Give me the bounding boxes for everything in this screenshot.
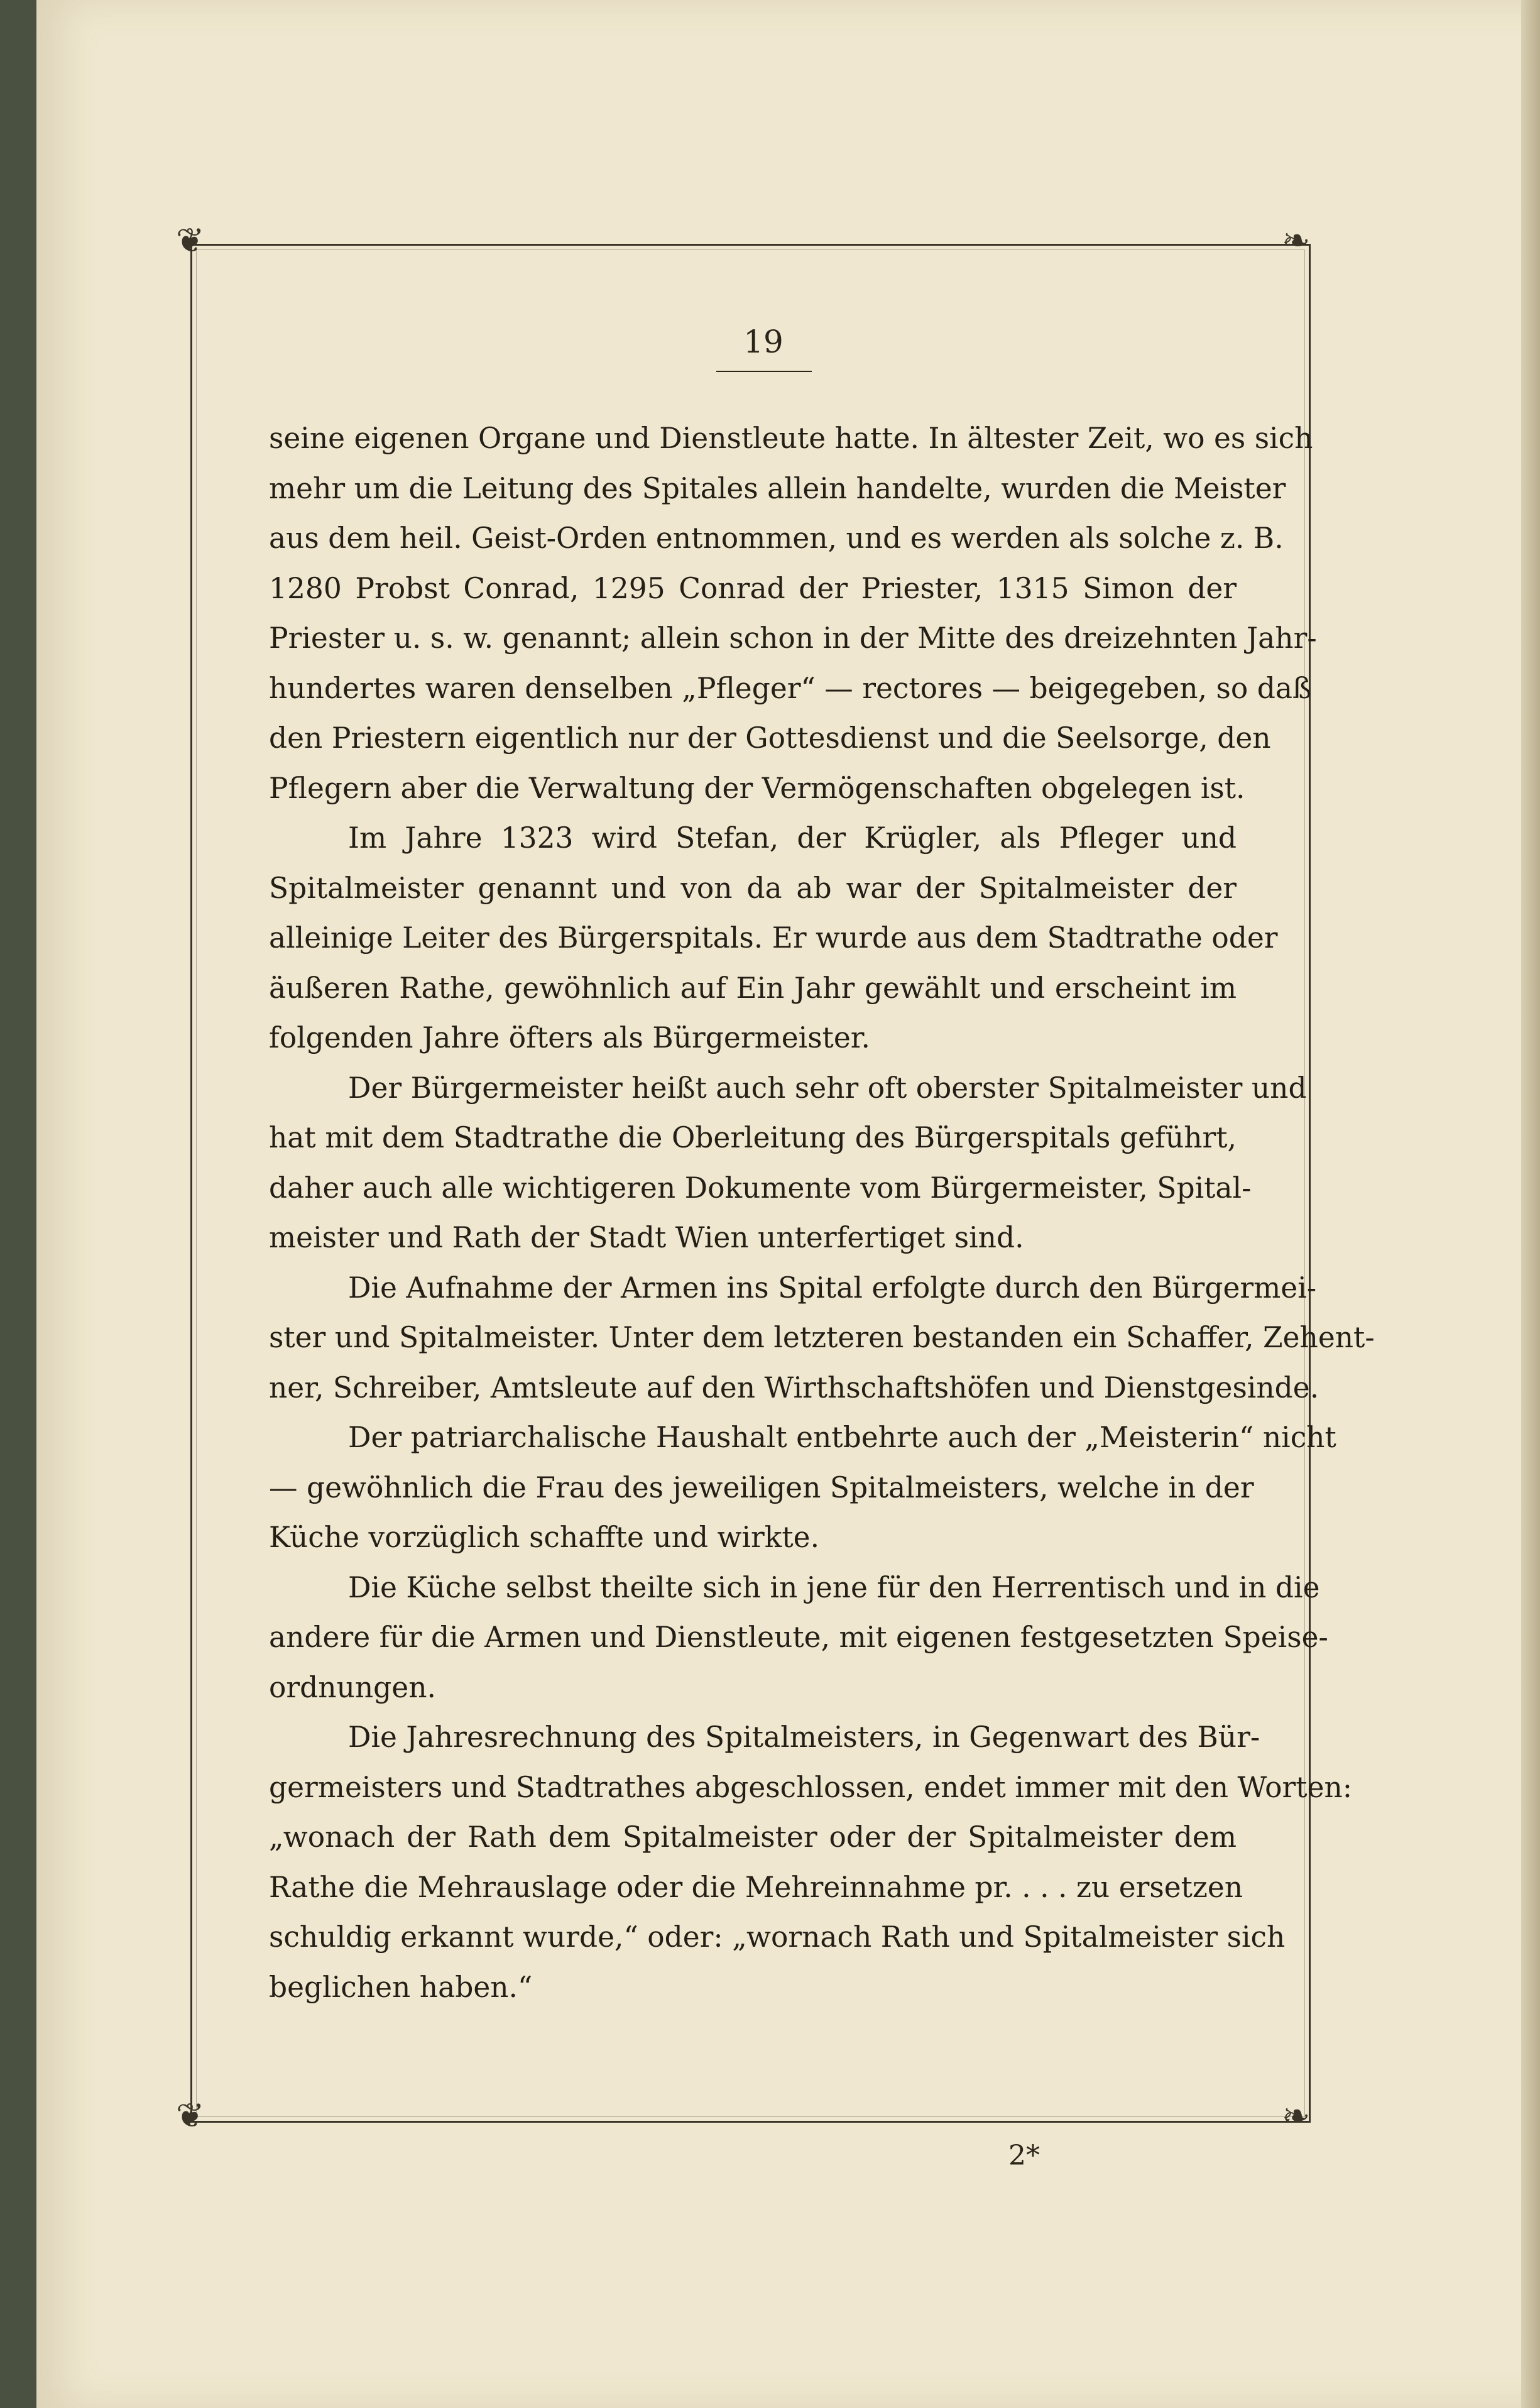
text-line: Die Küche selbst theilte sich in jene für den Herrentisch und in die	[348, 1570, 1320, 1604]
text-line: andere für die Armen und Dienstleute, mit eigenen festgesetzten Speise-	[269, 1621, 1328, 1654]
text-line: Pflegern aber die Verwaltung der Vermögenschaften obgelegen ist.	[269, 771, 1245, 805]
corner-ornament-icon: ❦	[176, 221, 205, 260]
text-line: Spitalmeister genannt und von da ab war der Spitalmeister der	[269, 871, 1237, 905]
text-line: den Priestern eigentlich nur der Gottesdienst und die Seelsorge, den	[269, 721, 1271, 755]
text-line: ster und Spitalmeister. Unter dem letzteren bestanden ein Schaffer, Zehent-	[269, 1321, 1375, 1354]
text-line: äußeren Rathe, gewöhnlich auf Ein Jahr gewählt und erscheint im	[269, 971, 1237, 1005]
corner-ornament-icon: ❧	[1282, 2096, 1311, 2135]
text-line: seine eigenen Organe und Dienstleute hatte. In ältester Zeit, wo es sich	[269, 422, 1313, 455]
text-line: Die Jahresrechnung des Spitalmeisters, in Gegenwart des Bür-	[348, 1721, 1260, 1754]
text-line: Küche vorzüglich schaffte und wirkte.	[269, 1521, 820, 1554]
text-line: hundertes waren denselben „Pfleger“ — rectores — beigegeben, so daß	[269, 671, 1312, 705]
corner-ornament-icon: ❦	[176, 2096, 205, 2135]
text-line: 1280 Probst Conrad, 1295 Conrad der Priester, 1315 Simon der	[269, 571, 1237, 605]
page-number-rule	[716, 371, 812, 372]
signature-mark: 2*	[1008, 2140, 1040, 2172]
text-line: meister und Rath der Stadt Wien unterfertiget sind.	[269, 1221, 1024, 1254]
page-edge	[1521, 0, 1540, 2408]
corner-ornament-icon: ❧	[1282, 221, 1311, 260]
text-line: Im Jahre 1323 wird Stefan, der Krügler, als Pfleger und	[348, 821, 1237, 855]
text-line: germeisters und Stadtrathes abgeschlossen, endet immer mit den Worten:	[269, 1770, 1353, 1804]
text-line: Der Bürgermeister heißt auch sehr oft oberster Spitalmeister und	[348, 1071, 1307, 1105]
text-line: ordnungen.	[269, 1670, 437, 1704]
text-line: — gewöhnlich die Frau des jeweiligen Spitalmeisters, welche in der	[269, 1470, 1254, 1504]
text-line: mehr um die Leitung des Spitales allein handelte, wurden die Meister	[269, 471, 1286, 505]
text-line: Der patriarchalische Haushalt entbehrte auch der „Meisterin“ nicht	[348, 1421, 1336, 1454]
text-line: ner, Schreiber, Amtsleute auf den Wirthschaftshöfen und Dienstgesinde.	[269, 1371, 1319, 1404]
text-line: Rathe die Mehrauslage oder die Mehreinnahme pr. . . . zu ersetzen	[269, 1870, 1243, 1904]
text-line: beglichen haben.“	[269, 1970, 533, 2004]
text-line: alleinige Leiter des Bürgerspitals. Er wurde aus dem Stadtrathe oder	[269, 921, 1278, 955]
text-line: Priester u. s. w. genannt; allein schon in der Mitte des dreizehnten Jahr-	[269, 621, 1317, 655]
text-line: Die Aufnahme der Armen ins Spital erfolgte durch den Bürgermei-	[348, 1271, 1317, 1305]
text-line: aus dem heil. Geist-Orden entnommen, und es werden als solche z. B.	[269, 522, 1284, 555]
page-number: 19	[743, 324, 784, 360]
text-line: schuldig erkannt wurde,“ oder: „wornach Rath und Spitalmeister sich	[269, 1920, 1286, 1954]
text-line: hat mit dem Stadtrathe die Oberleitung des Bürgerspitals geführt,	[269, 1121, 1237, 1154]
text-line: folgenden Jahre öfters als Bürgermeister.	[269, 1021, 870, 1054]
body-text	[269, 413, 1375, 2012]
text-line: daher auch alle wichtigeren Dokumente vom Bürgermeister, Spital-	[269, 1171, 1252, 1205]
text-line: „wonach der Rath dem Spitalmeister oder der Spitalmeister dem	[269, 1820, 1237, 1854]
